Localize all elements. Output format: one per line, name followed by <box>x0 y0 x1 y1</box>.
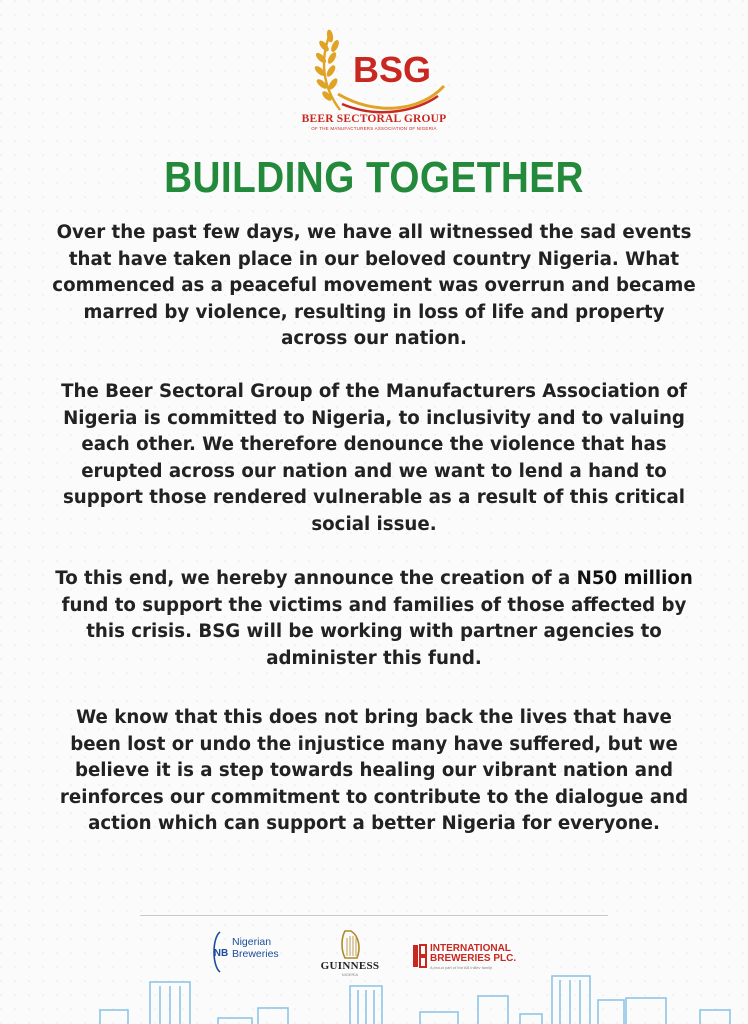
logo-name: BEER SECTORAL GROUP <box>301 113 447 125</box>
wheat-logo-icon <box>300 24 448 116</box>
bsg-logo <box>300 24 448 140</box>
city-skyline-illustration <box>0 970 748 1024</box>
paragraph-3-end: fund to support the victims and families of those affected by this crisis. BSG will be working with partner agencies to administer this fund. <box>61 594 687 669</box>
paragraph-1: Over the past few days, we have all witnessed the sad events that have taken place in our beloved country Nigeria. What commenced as a peaceful movement was overrun and became marred by violence, resulting in loss of life and property across our nation. <box>52 222 696 349</box>
paragraph-4: We know that this does not bring back the lives that have been lost or undo the injustice many have suffered, but we believe it is a step towards healing our vibrant nation and reinforces our commitment to contribute to the dialogue and action which can support a better Nigeria for everyone. <box>59 707 689 834</box>
international-breweries-logo <box>412 940 532 974</box>
ib-line1: INTERNATIONAL <box>430 943 511 954</box>
nb-abbr: NB <box>213 948 229 959</box>
divider <box>140 915 608 916</box>
fund-amount: N50 million <box>576 568 693 589</box>
logo-initials: BSG <box>352 49 432 90</box>
ib-line2: BREWERIES PLC. <box>430 953 517 964</box>
logo-subtitle: OF THE MANUFACTURERS ASSOCIATION OF NIGERIA <box>311 126 437 131</box>
nb-line1: Nigerian <box>232 936 272 948</box>
guinness-name: GUINNESS <box>320 960 380 972</box>
paragraph-2: The Beer Sectoral Group of the Manufacturers Association of Nigeria is committed to Nigeria, to inclusivity and to valuing each other. We therefore denounce the violence that has erupted across our nation and we want to lend a hand to support those rendered vulnerable as a result of this critical social issue. <box>61 381 687 535</box>
paragraph-3-start: To this end, we hereby announce the creation of a <box>55 568 577 589</box>
headline: BUILDING TOGETHER <box>164 153 584 202</box>
ib-tagline: A proud part of the AB InBev family <box>430 965 493 970</box>
guinness-sub: NIGERIA <box>341 972 359 977</box>
harp-icon <box>315 928 385 960</box>
ib-emblem-icon <box>412 943 428 969</box>
nb-emblem-icon <box>210 930 232 974</box>
paragraph-3 <box>50 566 698 672</box>
nb-line2: Breweries <box>232 948 279 960</box>
